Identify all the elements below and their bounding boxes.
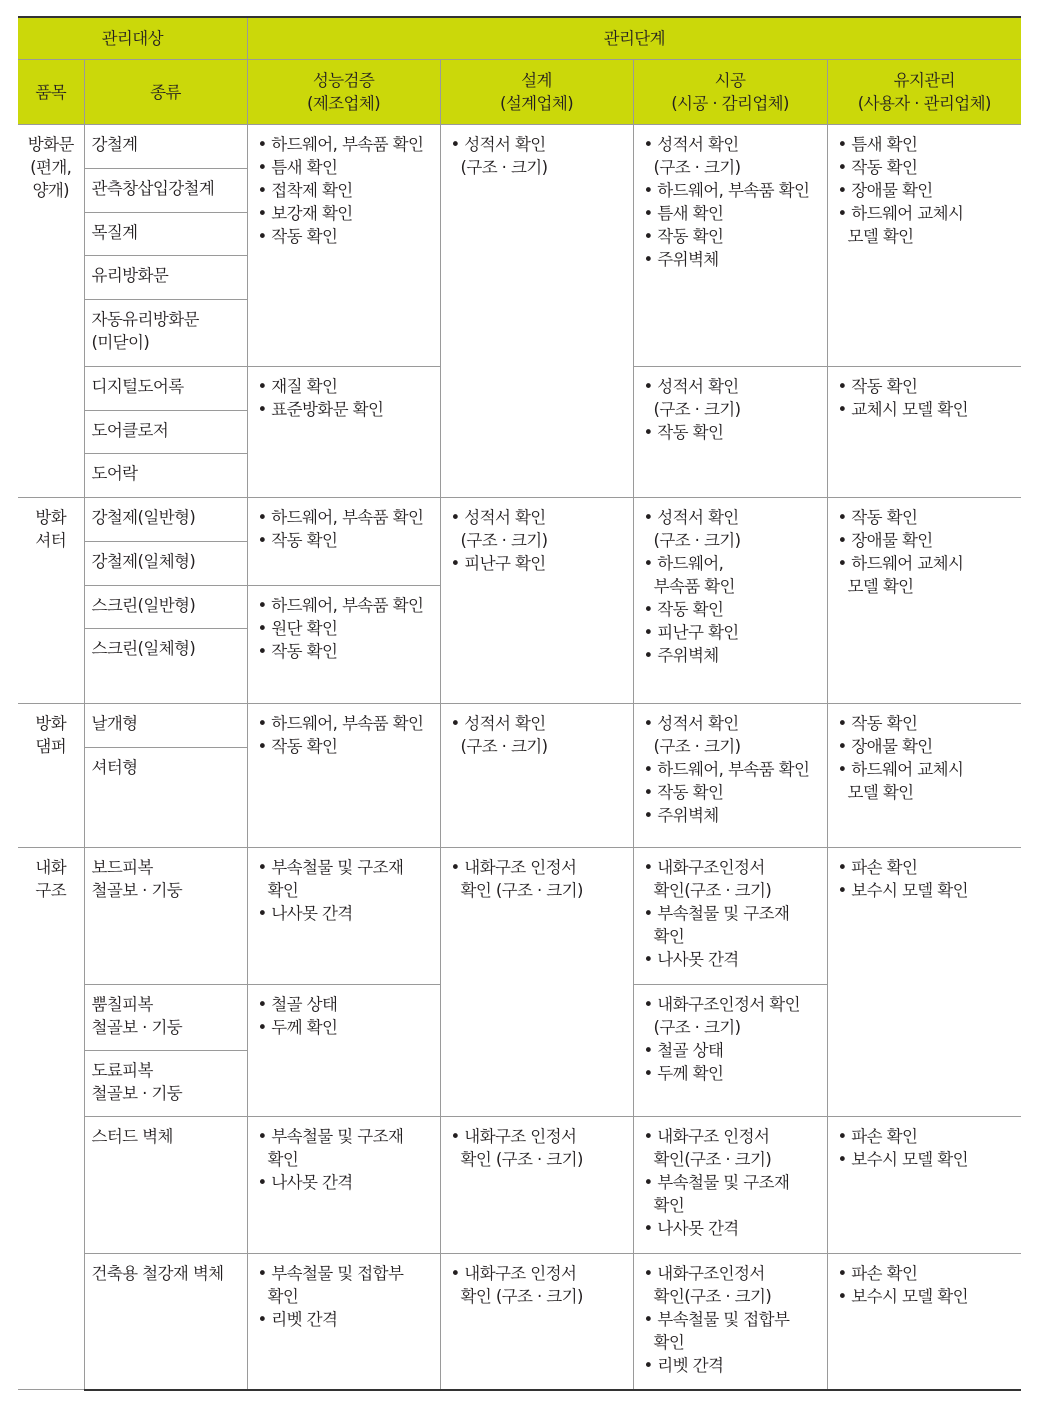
cell-line: • 보강재 확인 xyxy=(257,204,353,223)
design-cell xyxy=(440,1254,633,1390)
cell-line: 철골보 · 기둥 xyxy=(91,1018,183,1037)
cell-line: 방화문 xyxy=(27,135,74,154)
item-fire-door xyxy=(18,125,84,498)
construction-cell xyxy=(633,985,827,1117)
cell-line: • 작동 확인 xyxy=(257,531,338,550)
cell-line: (구조 · 크기) xyxy=(653,400,741,419)
maintenance-cell xyxy=(827,125,1021,367)
kind-cell xyxy=(84,848,247,985)
kind-cell: 건축용 철강재 벽체 xyxy=(84,1254,247,1390)
kind-cell: 도어락 xyxy=(84,454,247,498)
cell-line: • 피난구 확인 xyxy=(450,554,546,573)
cell-line: • 접착제 확인 xyxy=(257,181,353,200)
cell-line: • 하드웨어, 부속품 확인 xyxy=(257,714,424,733)
maintenance-cell xyxy=(827,848,1021,1117)
cell-line: 자동유리방화문 xyxy=(91,310,199,329)
design-cell xyxy=(440,704,633,848)
kind-cell: 디지털도어록 xyxy=(84,367,247,411)
design-cell xyxy=(440,848,633,1117)
cell-line: 확인 xyxy=(267,881,299,900)
cell-line: • 내화구조 인정서 xyxy=(450,1264,577,1283)
cell-line: • 리벳 간격 xyxy=(643,1356,724,1375)
cell-line: • 두께 확인 xyxy=(257,1018,338,1037)
kind-cell xyxy=(84,985,247,1051)
maintenance-cell xyxy=(827,1117,1021,1254)
cell-line: • 하드웨어, 부속품 확인 xyxy=(643,760,810,779)
cell-line: (미닫이) xyxy=(91,333,150,352)
kind-cell xyxy=(84,1051,247,1117)
perf-cell xyxy=(247,1254,440,1390)
cell-line: • 하드웨어, 부속품 확인 xyxy=(257,508,424,527)
cell-line: • 성적서 확인 xyxy=(450,508,546,527)
design-cell xyxy=(440,498,633,704)
kind-cell: 유리방화문 xyxy=(84,256,247,300)
cell-line: • 주위벽체 xyxy=(643,646,719,665)
header-kind: 종류 xyxy=(84,60,247,125)
perf-cell xyxy=(247,704,440,848)
construction-cell xyxy=(633,704,827,848)
cell-line: • 작동 확인 xyxy=(643,227,724,246)
cell-line: 방화 xyxy=(35,714,67,733)
construction-cell xyxy=(633,1254,827,1390)
cell-line: • 하드웨어, 부속품 확인 xyxy=(257,135,424,154)
cell-line: 보드피복 xyxy=(91,858,153,877)
perf-cell xyxy=(247,586,440,704)
cell-line: • 틈새 확인 xyxy=(257,158,338,177)
design-cell xyxy=(440,1117,633,1254)
cell-line: 확인 xyxy=(653,1333,685,1352)
cell-line: • 하드웨어, xyxy=(643,554,724,573)
cell-line: 확인(구조 · 크기) xyxy=(653,881,772,900)
cell-line: • 하드웨어 교체시 xyxy=(837,554,964,573)
perf-cell xyxy=(247,125,440,367)
maintenance-cell xyxy=(827,367,1021,498)
cell-line: • 성적서 확인 xyxy=(450,714,546,733)
cell-line: 확인 (구조 · 크기) xyxy=(460,881,583,900)
cell-line: 양개) xyxy=(32,181,69,200)
cell-line: • 틈새 확인 xyxy=(837,135,918,154)
header-maintenance: 유지관리 (사용자 · 관리업체) xyxy=(827,60,1021,125)
kind-cell xyxy=(84,300,247,367)
cell-line: 모델 확인 xyxy=(847,783,914,802)
cell-line: • 철골 상태 xyxy=(257,995,338,1014)
cell-line: • 작동 확인 xyxy=(257,737,338,756)
header-design: 설계 (설계업체) xyxy=(440,60,633,125)
construction-cell xyxy=(633,848,827,985)
cell-line: (구조 · 크기) xyxy=(653,158,741,177)
kind-cell: 날개형 xyxy=(84,704,247,748)
cell-line: 철골보 · 기둥 xyxy=(91,881,183,900)
perf-cell xyxy=(247,1117,440,1254)
cell-line: • 작동 확인 xyxy=(257,227,338,246)
construction-cell xyxy=(633,125,827,367)
cell-line: • 작동 확인 xyxy=(837,158,918,177)
cell-line: • 작동 확인 xyxy=(837,714,918,733)
header-management-target: 관리대상 xyxy=(18,17,247,60)
cell-line: 확인(구조 · 크기) xyxy=(653,1150,772,1169)
cell-line: • 부속철물 및 접합부 xyxy=(257,1264,404,1283)
cell-line: 셔터 xyxy=(35,531,67,550)
cell-line: 뿜칠피복 xyxy=(91,995,153,1014)
cell-line: • 하드웨어 교체시 xyxy=(837,760,964,779)
cell-line: • 원단 확인 xyxy=(257,619,338,638)
cell-line: (편개, xyxy=(30,158,72,177)
cell-line: • 부속철물 및 구조재 xyxy=(257,858,404,877)
cell-line: • 장애물 확인 xyxy=(837,181,933,200)
kind-cell: 도어클로저 xyxy=(84,411,247,454)
cell-line: • 성적서 확인 xyxy=(450,135,546,154)
cell-line: • 두께 확인 xyxy=(643,1064,724,1083)
cell-line: • 내화구조인정서 xyxy=(643,858,765,877)
item-fire-damper xyxy=(18,704,84,848)
cell-line: • 피난구 확인 xyxy=(643,623,739,642)
perf-cell xyxy=(247,985,440,1117)
cell-line: • 작동 확인 xyxy=(837,377,918,396)
cell-line: • 작동 확인 xyxy=(643,600,724,619)
cell-line: • 보수시 모델 확인 xyxy=(837,881,968,900)
cell-line: • 철골 상태 xyxy=(643,1041,724,1060)
cell-line: 내화 xyxy=(35,858,67,877)
maintenance-cell xyxy=(827,1254,1021,1390)
construction-cell xyxy=(633,367,827,498)
header-item: 품목 xyxy=(18,60,84,125)
cell-line: • 주위벽체 xyxy=(643,250,719,269)
cell-line: • 파손 확인 xyxy=(837,1264,918,1283)
cell-line: • 내화구조 인정서 xyxy=(450,858,577,877)
kind-cell: 강철계 xyxy=(84,125,247,169)
cell-line: • 나사못 간격 xyxy=(257,904,353,923)
cell-line: • 내화구조 인정서 xyxy=(450,1127,577,1146)
cell-line: • 틈새 확인 xyxy=(643,204,724,223)
cell-line: • 보수시 모델 확인 xyxy=(837,1287,968,1306)
cell-line: • 부속철물 및 구조재 xyxy=(643,1173,790,1192)
cell-line: • 하드웨어, 부속품 확인 xyxy=(257,596,424,615)
design-cell xyxy=(440,125,633,498)
cell-line: 확인 (구조 · 크기) xyxy=(460,1150,583,1169)
cell-line: • 성적서 확인 xyxy=(643,377,739,396)
header-construction: 시공 (시공 · 감리업체) xyxy=(633,60,827,125)
cell-line: • 리벳 간격 xyxy=(257,1310,338,1329)
cell-line: • 작동 확인 xyxy=(643,423,724,442)
cell-line: • 성적서 확인 xyxy=(643,135,739,154)
cell-line: 도료피복 xyxy=(91,1061,153,1080)
kind-cell: 스크린(일반형) xyxy=(84,586,247,629)
cell-line: • 작동 확인 xyxy=(643,783,724,802)
cell-line: • 나사못 간격 xyxy=(257,1173,353,1192)
cell-line: • 재질 확인 xyxy=(257,377,338,396)
cell-line: • 내화구조 인정서 xyxy=(643,1127,770,1146)
cell-line: 철골보 · 기둥 xyxy=(91,1084,183,1103)
maintenance-cell xyxy=(827,498,1021,704)
cell-line: • 작동 확인 xyxy=(837,508,918,527)
kind-cell: 스터드 벽체 xyxy=(84,1117,247,1254)
cell-line: • 부속철물 및 접합부 xyxy=(643,1310,790,1329)
cell-line: 모델 확인 xyxy=(847,577,914,596)
cell-line: (구조 · 크기) xyxy=(460,737,548,756)
cell-line: • 장애물 확인 xyxy=(837,531,933,550)
perf-cell xyxy=(247,498,440,586)
cell-line: • 주위벽체 xyxy=(643,806,719,825)
cell-line: • 보수시 모델 확인 xyxy=(837,1150,968,1169)
cell-line: • 나사못 간격 xyxy=(643,950,739,969)
cell-line: • 성적서 확인 xyxy=(643,714,739,733)
construction-cell xyxy=(633,498,827,704)
cell-line: (구조 · 크기) xyxy=(460,158,548,177)
cell-line: (구조 · 크기) xyxy=(653,531,741,550)
cell-line: • 성적서 확인 xyxy=(643,508,739,527)
cell-line: • 부속철물 및 구조재 xyxy=(643,904,790,923)
cell-line: 확인 xyxy=(653,1196,685,1215)
cell-line: • 나사못 간격 xyxy=(643,1219,739,1238)
maintenance-cell xyxy=(827,704,1021,848)
construction-cell xyxy=(633,1117,827,1254)
cell-line: 확인(구조 · 크기) xyxy=(653,1287,772,1306)
kind-cell: 셔터형 xyxy=(84,748,247,848)
header-performance: 성능검증 (제조업체) xyxy=(247,60,440,125)
perf-cell xyxy=(247,848,440,985)
perf-cell xyxy=(247,367,440,498)
cell-line: 방화 xyxy=(35,508,67,527)
cell-line: 댐퍼 xyxy=(35,737,67,756)
header-management-stage: 관리단계 xyxy=(247,17,1021,60)
cell-line: 확인 (구조 · 크기) xyxy=(460,1287,583,1306)
cell-line: • 하드웨어, 부속품 확인 xyxy=(643,181,810,200)
cell-line: 확인 xyxy=(653,927,685,946)
cell-line: (구조 · 크기) xyxy=(653,1018,741,1037)
item-fire-shutter xyxy=(18,498,84,704)
cell-line: • 부속철물 및 구조재 xyxy=(257,1127,404,1146)
cell-line: (구조 · 크기) xyxy=(653,737,741,756)
cell-line: • 작동 확인 xyxy=(257,642,338,661)
cell-line: 확인 xyxy=(267,1287,299,1306)
cell-line: • 표준방화문 확인 xyxy=(257,400,384,419)
cell-line: 부속품 확인 xyxy=(653,577,735,596)
cell-line: • 파손 확인 xyxy=(837,1127,918,1146)
kind-cell: 강철제(일반형) xyxy=(84,498,247,542)
cell-line: • 교체시 모델 확인 xyxy=(837,400,968,419)
cell-line: 모델 확인 xyxy=(847,227,914,246)
management-table xyxy=(18,16,1021,1391)
cell-line: 구조 xyxy=(35,881,67,900)
kind-cell: 관측창삽입강철계 xyxy=(84,169,247,213)
cell-line: (구조 · 크기) xyxy=(460,531,548,550)
kind-cell: 목질계 xyxy=(84,213,247,256)
item-fireproof-structure xyxy=(18,848,84,1390)
cell-line: • 장애물 확인 xyxy=(837,737,933,756)
cell-line: • 하드웨어 교체시 xyxy=(837,204,964,223)
cell-line: 확인 xyxy=(267,1150,299,1169)
cell-line: • 내화구조인정서 xyxy=(643,1264,765,1283)
kind-cell: 스크린(일체형) xyxy=(84,629,247,704)
kind-cell: 강철제(일체형) xyxy=(84,542,247,586)
cell-line: • 내화구조인정서 확인 xyxy=(643,995,800,1014)
cell-line: • 파손 확인 xyxy=(837,858,918,877)
